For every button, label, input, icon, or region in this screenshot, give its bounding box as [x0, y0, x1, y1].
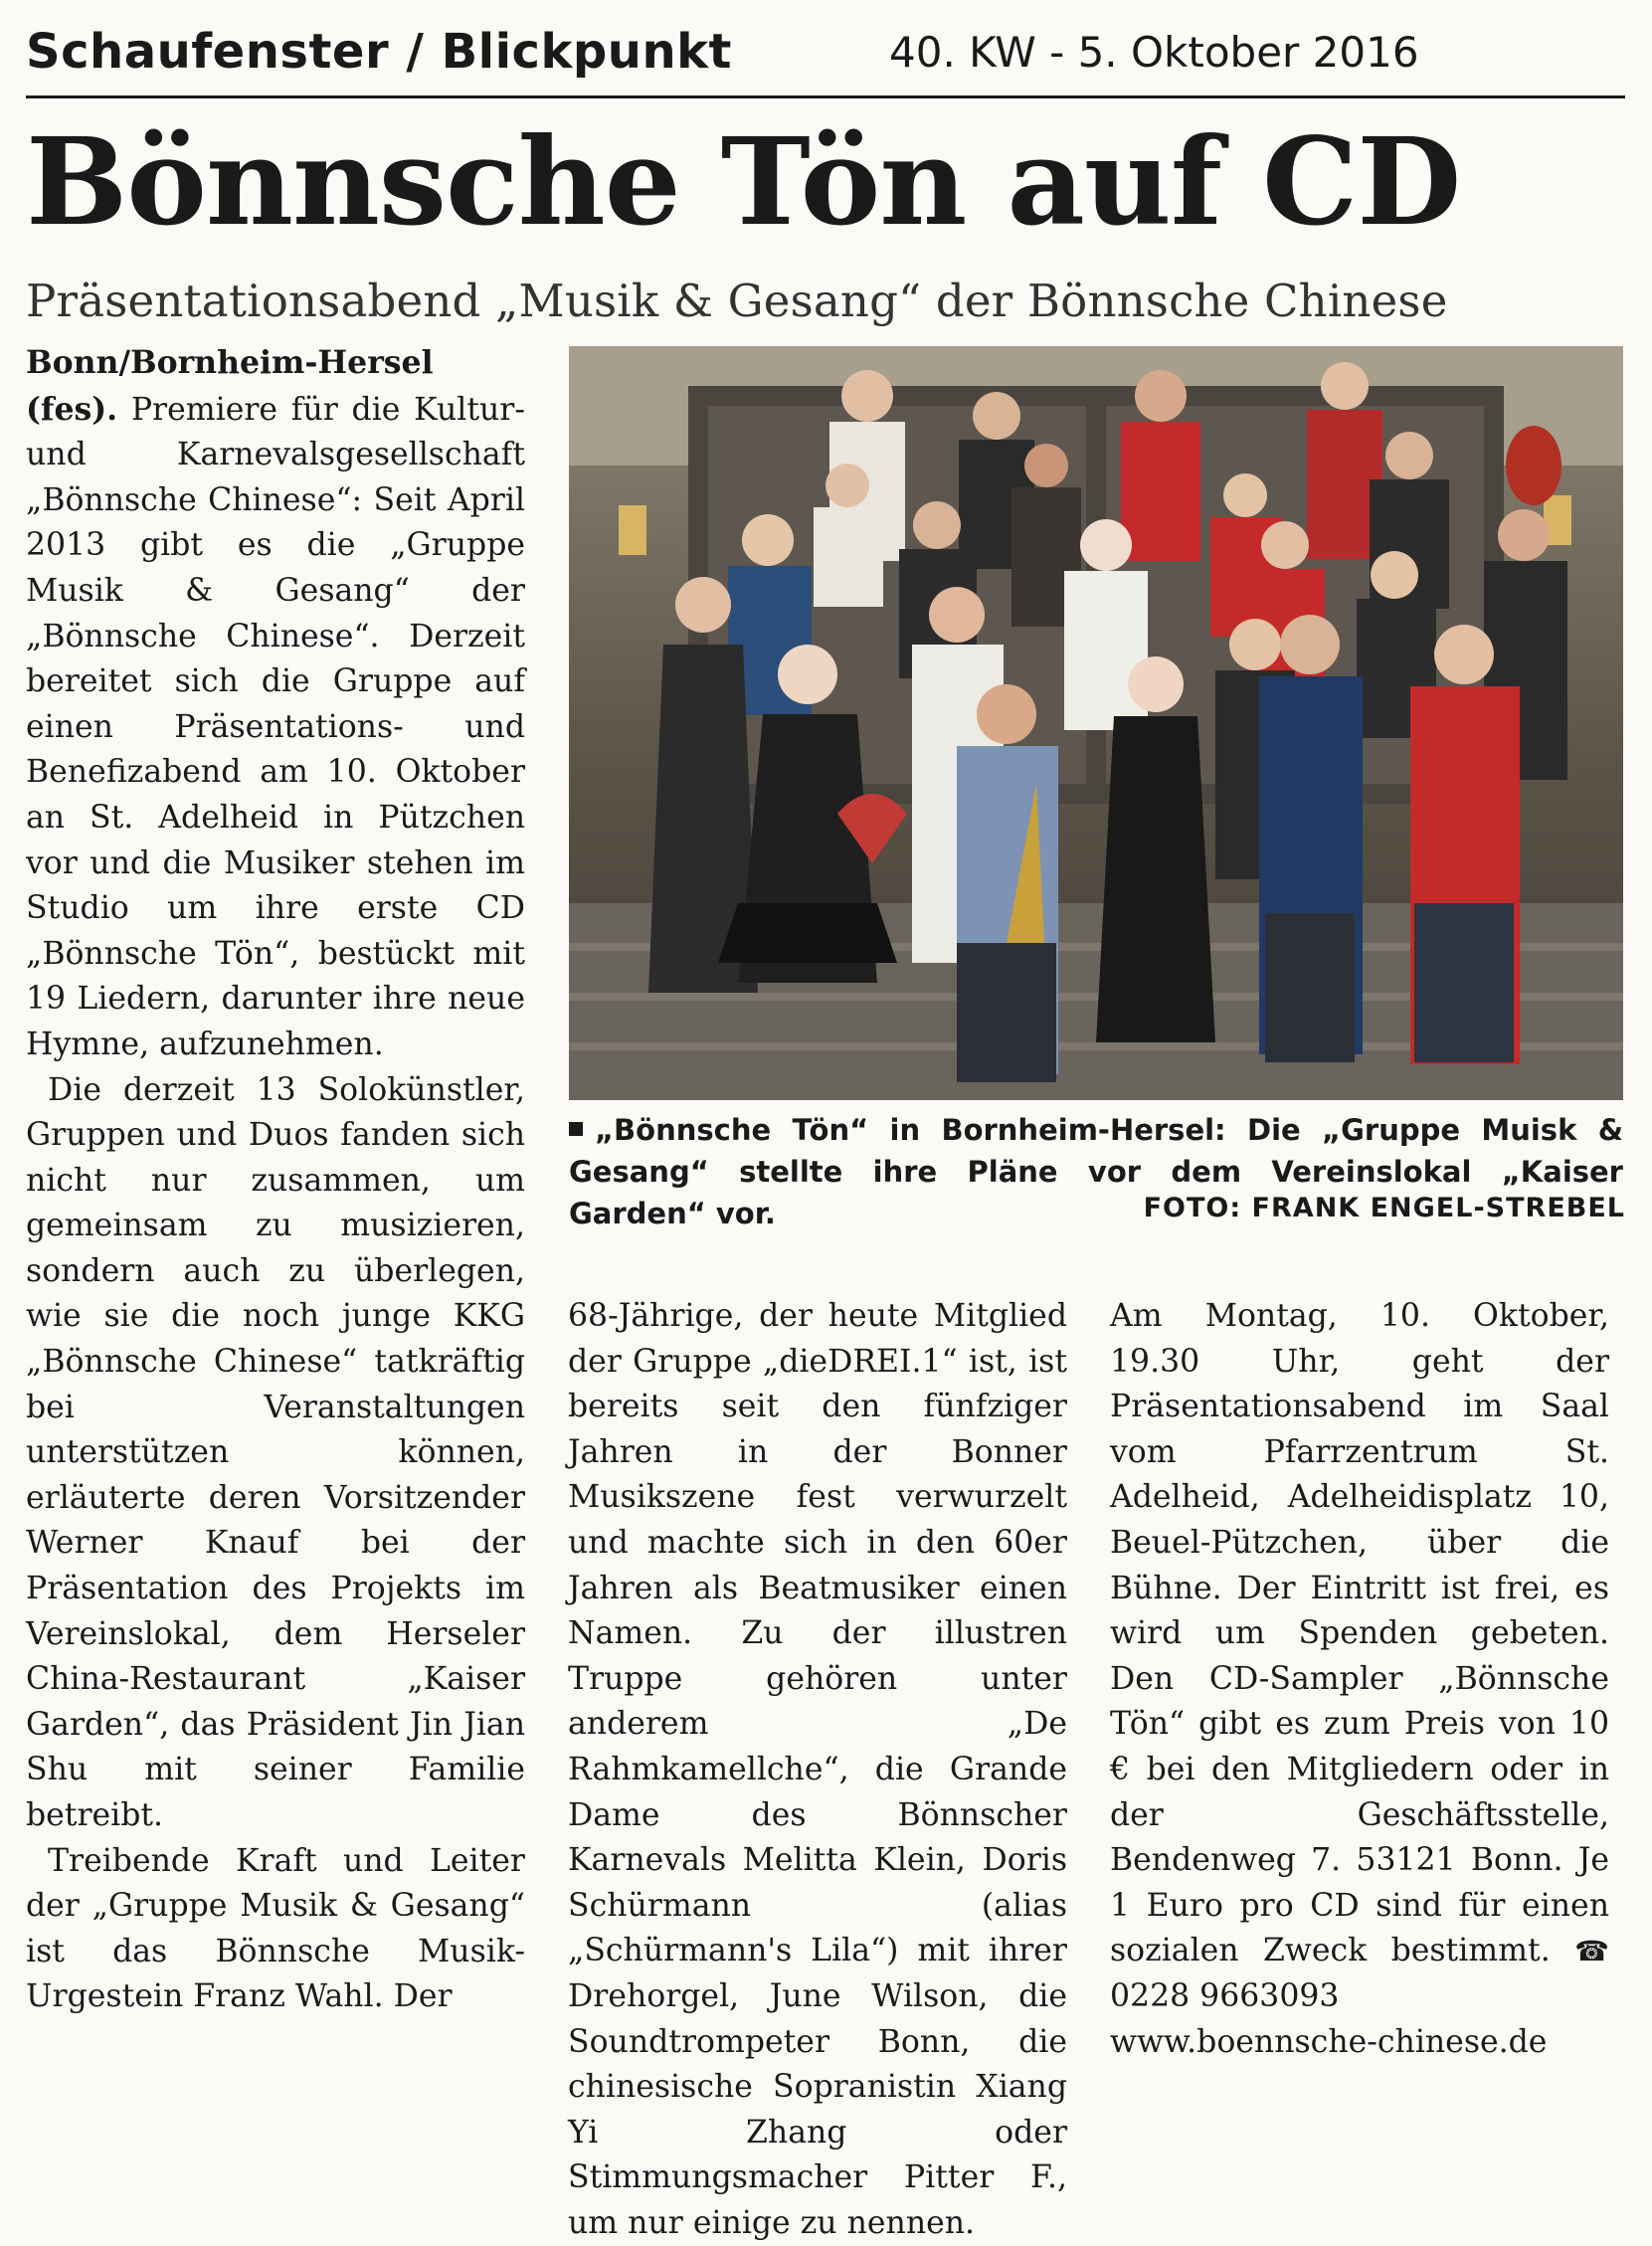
subheadline: Präsentationsabend „Musik & Gesang“ der Bönnsche Chinese: [26, 275, 1448, 327]
photo-credit: FOTO: FRANK ENGEL-STREBEL: [1143, 1193, 1625, 1223]
phone-icon: ☎: [1574, 1935, 1610, 1968]
issue-date: 40. KW - 5. Oktober 2016: [889, 28, 1419, 77]
paragraph-lead: [26, 340, 525, 1068]
newspaper-page: [26, 18, 1625, 2241]
paragraph-4: [1110, 1294, 1609, 2020]
lead-text: Premiere für die Kultur- und Karnevalsgesellschaft „Bönnsche Chinese“: Seit April 2013 gibt es die „Gruppe Musik & Gesang“ der „Bönnsche Chinese“. Derzeit bereitet sich die Gruppe auf einen Präsentations- und Benefizabend am 10. Oktober an St. Adelheid in Pützchen vor und die Musiker stehen im Studio um ihre erste CD „Bönnsche Tön“, bestückt mit 19 Liedern, darunter ihre neue Hymne, aufzunehmen.: [26, 391, 526, 1062]
phone-number: 0228 9663093: [1110, 1977, 1340, 2014]
headline: Bönnsche Tön auf CD: [26, 110, 1461, 253]
caption-text: „Bönnsche Tön“ in Bornheim-Hersel: Die „Gruppe Muisk & Gesang“ stellte ihre Pläne vor dem Vereinslokal „Kaiser Garden“ vor.: [569, 1113, 1623, 1230]
header-rule: [26, 95, 1625, 98]
paragraph-3-continued: 68-Jährige, der heute Mitglied der Gruppe „dieDREI.1“ ist, ist bereits seit den fünfziger Jahren in der Bonner Musikszene fest verwurzelt und machte sich in den 60er Jahren als Beatmusiker einen Namen. Zu der illustren Truppe gehören unter anderem „De Rahmkamellche“, die Grande Dame des Bönnscher Karnevals Melitta Klein, Doris Schürmann (alias „Schürmann's Lila“) mit ihrer Drehorgel, June Wilson, die Soundtrompeter Bonn, die chinesische Sopranistin Xiang Yi Zhang oder Stimmungsmacher Pitter F., um nur einige zu nennen.: [568, 1298, 1067, 2241]
paragraph-2: Die derzeit 13 Solokünstler, Gruppen und Duos fanden sich nicht nur zusammen, um gemeinsam zu musizieren, sondern auch zu überlegen, wie sie die noch junge KKG „Bönnsche Chinese“ tatkräftig bei Veranstaltungen unterstützen können, erläuterte deren Vorsitzender Werner Knauf bei der Präsentation des Projekts im Vereinslokal, dem Herseler China-Restaurant „Kaiser Garden“, das Präsident Jin Jian Shu mit seiner Familie betreibt.: [26, 1071, 525, 1833]
square-bullet-icon: [569, 1122, 583, 1136]
group-photo: [569, 346, 1623, 1100]
article-column-2: [568, 1294, 1067, 2241]
dateline-location: Bonn/Bornheim-Hersel (fes).: [26, 344, 434, 428]
section-rubric: Schaufenster / Blickpunkt: [26, 24, 732, 80]
event-text: Am Montag, 10. Oktober, 19.30 Uhr, geht der Präsentationsabend im Saal vom Pfarrzentrum St. Adelheid, Adelheidisplatz 10, Beuel-Pützchen, über die Bühne. Der Eintritt ist frei, es wird um Spenden gebeten. Den CD-Sampler „Bönnsche Tön“ gibt es zum Preis von 10 € bei den Mitgliedern oder in der Geschäftsstelle, Bendenweg 7. 53121 Bonn. Je 1 Euro pro CD sind für einen sozialen Zweck bestimmt.: [1110, 1298, 1609, 1969]
article-column-3: [1110, 1294, 1610, 2060]
section-header: [26, 18, 1625, 97]
group-photo-illustration: [569, 346, 1623, 1100]
website-link[interactable]: www.boennsche-chinese.de: [1110, 2023, 1548, 2060]
article-column-1: [26, 340, 525, 2031]
paragraph-3: Treibende Kraft und Leiter der „Gruppe Musik & Gesang“ ist das Bönnsche Musik-Urgestein Franz Wahl. Der: [26, 1842, 525, 2015]
